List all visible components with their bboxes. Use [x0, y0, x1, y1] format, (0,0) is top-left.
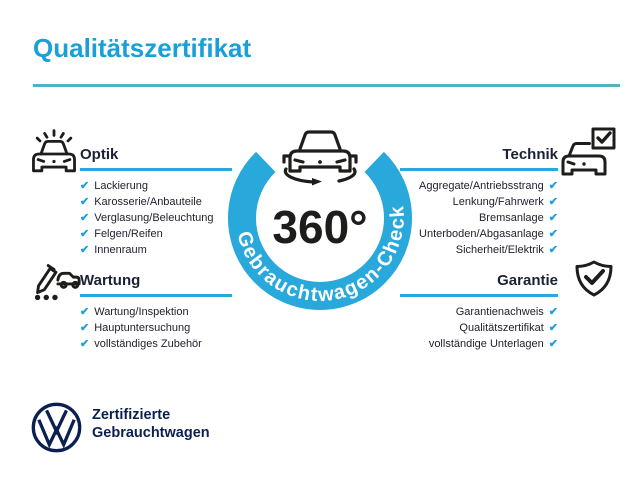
section-technik-rule — [400, 168, 558, 171]
section-technik-list — [400, 178, 558, 258]
section-technik — [400, 146, 558, 258]
list-item — [400, 304, 558, 320]
list-item-label: Verglasung/Beleuchtung — [94, 212, 214, 224]
list-item-label: Felgen/Reifen — [94, 228, 163, 240]
check-icon: ✔ — [548, 228, 558, 240]
list-item — [80, 320, 232, 336]
list-item-label: Sicherheit/Elektrik — [455, 244, 544, 256]
section-garantie-list — [400, 304, 558, 352]
list-item-label: Qualitätszertifikat — [459, 322, 544, 334]
degree-value: 360° — [272, 201, 368, 253]
section-optik — [80, 146, 232, 258]
section-wartung-title: Wartung — [80, 272, 141, 289]
list-item — [400, 194, 558, 210]
section-wartung — [80, 272, 232, 352]
check-icon: ✔ — [548, 306, 558, 318]
list-item-label: Bremsanlage — [478, 212, 544, 224]
list-item-label: Karosserie/Anbauteile — [94, 196, 202, 208]
sparkling-car-icon — [26, 126, 82, 182]
check-icon: ✔ — [548, 338, 558, 350]
list-item — [80, 210, 232, 226]
list-item — [400, 178, 558, 194]
vw-logo — [30, 401, 83, 454]
list-item — [400, 210, 558, 226]
page-title: Qualitätszertifikat — [33, 33, 252, 63]
section-wartung-rule — [80, 294, 232, 297]
list-item — [80, 194, 232, 210]
check-icon: ✔ — [80, 212, 90, 224]
list-item-label: Innenraum — [94, 244, 147, 256]
list-item-label: Lackierung — [94, 180, 149, 192]
check-icon: ✔ — [548, 322, 558, 334]
list-item — [80, 178, 232, 194]
check-icon: ✔ — [80, 322, 90, 334]
check-icon: ✔ — [80, 196, 90, 208]
section-technik-title: Technik — [502, 146, 558, 163]
list-item-label: Unterboden/Abgasanlage — [419, 228, 544, 240]
list-item — [80, 304, 232, 320]
list-item-label: Aggregate/Antriebsstrang — [419, 180, 544, 192]
check-icon: ✔ — [80, 228, 90, 240]
check-icon: ✔ — [80, 180, 90, 192]
list-item-label: Lenkung/Fahrwerk — [452, 196, 544, 208]
section-wartung-list — [80, 304, 232, 352]
footer-claim — [92, 406, 210, 442]
list-item-label: vollständiges Zubehör — [94, 338, 202, 350]
section-optik-title: Optik — [80, 146, 119, 163]
section-optik-list — [80, 178, 232, 258]
check-icon: ✔ — [80, 338, 90, 350]
list-item — [400, 336, 558, 352]
check-icon: ✔ — [80, 244, 90, 256]
list-item — [80, 336, 232, 352]
list-item-label: Wartung/Inspektion — [94, 306, 189, 318]
list-item-label: Hauptuntersuchung — [94, 322, 191, 334]
360-check-badge — [220, 113, 420, 330]
car-checkbox-icon — [559, 126, 619, 182]
section-garantie-title: Garantie — [497, 272, 558, 289]
section-optik-rule — [80, 168, 232, 171]
section-garantie-rule — [400, 294, 558, 297]
list-item — [80, 226, 232, 242]
footer-claim-line2: Gebrauchtwagen — [92, 425, 210, 441]
title-divider — [33, 84, 620, 87]
list-item — [400, 226, 558, 242]
ring-label: Gebrauchtwagen-Check — [232, 204, 410, 307]
list-item — [400, 242, 558, 258]
pen-checklist-car-icon — [25, 256, 83, 306]
list-item — [400, 320, 558, 336]
check-icon: ✔ — [548, 212, 558, 224]
rotating-car-icon — [284, 132, 356, 186]
list-item — [80, 242, 232, 258]
check-icon: ✔ — [548, 196, 558, 208]
check-icon: ✔ — [548, 244, 558, 256]
shield-check-icon — [570, 258, 618, 312]
section-garantie — [400, 272, 558, 352]
list-item-label: Garantienachweis — [455, 306, 544, 318]
list-item-label: vollständige Unterlagen — [428, 338, 544, 350]
check-icon: ✔ — [548, 180, 558, 192]
check-icon: ✔ — [80, 306, 90, 318]
footer-claim-line1: Zertifizierte — [92, 407, 171, 423]
